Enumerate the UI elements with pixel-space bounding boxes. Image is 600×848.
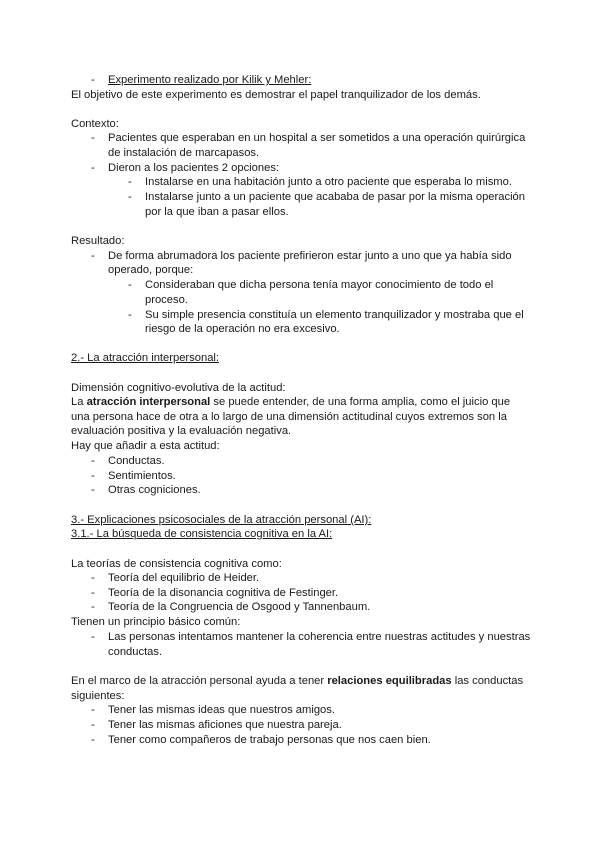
theories-text: La teorías de consistencia cognitiva como: xyxy=(71,558,282,570)
dimension-text: Dimensión cognitivo-evolutiva de la actitud: xyxy=(71,382,286,394)
add-item-2: Sentimientos. xyxy=(108,470,176,482)
list-dash: - xyxy=(91,484,95,496)
context-item-2: Dieron a los pacientes 2 opciones: xyxy=(108,162,280,174)
reason-1-line-1: Consideraban que dicha persona tenía mayor conocimiento de todo el xyxy=(145,279,494,291)
list-dash: - xyxy=(91,74,95,86)
frame-line-1: En el marco de la atracción personal ayuda a tener relaciones equilibradas las conductas xyxy=(71,675,524,687)
frame-line-2: siguientes: xyxy=(71,690,125,702)
list-dash: - xyxy=(91,734,95,746)
list-dash: - xyxy=(128,279,132,291)
option-2-line-2: por la que iban a pasar ellos. xyxy=(145,206,289,218)
list-dash: - xyxy=(91,704,95,716)
definition-line-2: una persona hace de otra a lo largo de una dimensión actitudinal cuyos extremos son la xyxy=(71,411,507,423)
list-dash: - xyxy=(91,470,95,482)
option-2-line-1: Instalarse junto a un paciente que acababa de pasar por la misma operación xyxy=(145,191,525,203)
list-dash: - xyxy=(128,176,132,188)
list-dash: - xyxy=(91,601,95,613)
definition-line-3: evaluación positiva y la evaluación negativa. xyxy=(71,425,292,437)
add-item-1: Conductas. xyxy=(108,455,165,467)
list-dash: - xyxy=(91,250,95,262)
add-item-3: Otras cogniciones. xyxy=(108,484,201,496)
theory-3: Teoría de la Congruencia de Osgood y Tannenbaum. xyxy=(108,601,371,613)
section-3-heading: 3.- Explicaciones psicosociales de la atracción personal (AI): xyxy=(71,514,372,526)
list-dash: - xyxy=(91,631,95,643)
list-dash: - xyxy=(91,587,95,599)
list-dash: - xyxy=(91,572,95,584)
section-3-1-heading: 3.1.- La búsqueda de consistencia cognitiva en la AI: xyxy=(71,528,333,540)
principle-item-line-1: Las personas intentamos mantener la coherencia entre nuestras actitudes y nuestras xyxy=(108,631,531,643)
principle-text: Tienen un principio básico común: xyxy=(71,616,241,628)
section-2-heading: 2.- La atracción interpersonal: xyxy=(71,352,220,364)
list-dash: - xyxy=(91,719,95,731)
result-item-line-2: operado, porque: xyxy=(108,264,194,276)
behavior-2: Tener las mismas aficiones que nuestra pareja. xyxy=(108,719,342,731)
context-label: Contexto: xyxy=(71,118,119,130)
behavior-1: Tener las mismas ideas que nuestros amigos. xyxy=(108,704,335,716)
result-item-line-1: De forma abrumadora los paciente prefirieron estar junto a uno que ya había sido xyxy=(108,250,512,262)
list-dash: - xyxy=(128,309,132,321)
frame-term: relaciones equilibradas xyxy=(327,675,452,687)
theory-1: Teoría del equilibrio de Heider. xyxy=(108,572,260,584)
list-dash: - xyxy=(91,455,95,467)
context-item-1-line-1: Pacientes que esperaban en un hospital a ser sometidos a una operación quirúrgica xyxy=(108,132,526,144)
list-dash: - xyxy=(91,162,95,174)
list-dash: - xyxy=(128,191,132,203)
objective-text: El objetivo de este experimento es demostrar el papel tranquilizador de los demás. xyxy=(71,89,481,101)
context-item-1-line-2: de instalación de marcapasos. xyxy=(108,147,260,159)
reason-1-line-2: proceso. xyxy=(145,294,188,306)
experiment-heading: Experimento realizado por Kilik y Mehler: xyxy=(108,74,312,86)
behavior-3: Tener como compañeros de trabajo personas que nos caen bien. xyxy=(108,734,431,746)
definition-term: atracción interpersonal xyxy=(86,396,211,408)
reason-2-line-1: Su simple presencia constituía un elemento tranquilizador y mostraba que el xyxy=(145,309,524,321)
result-label: Resultado: xyxy=(71,235,125,247)
list-dash: - xyxy=(91,132,95,144)
principle-item-line-2: conductas. xyxy=(108,646,163,658)
option-1: Instalarse en una habitación junto a otro paciente que esperaba lo mismo. xyxy=(145,176,512,188)
theory-2: Teoría de la disonancia cognitiva de Festinger. xyxy=(108,587,339,599)
definition-line-1: La atracción interpersonal se puede entender, de una forma amplia, como el juicio que xyxy=(71,396,511,408)
reason-2-line-2: riesgo de la operación no era excesivo. xyxy=(145,323,340,335)
add-text: Hay que añadir a esta actitud: xyxy=(71,440,220,452)
